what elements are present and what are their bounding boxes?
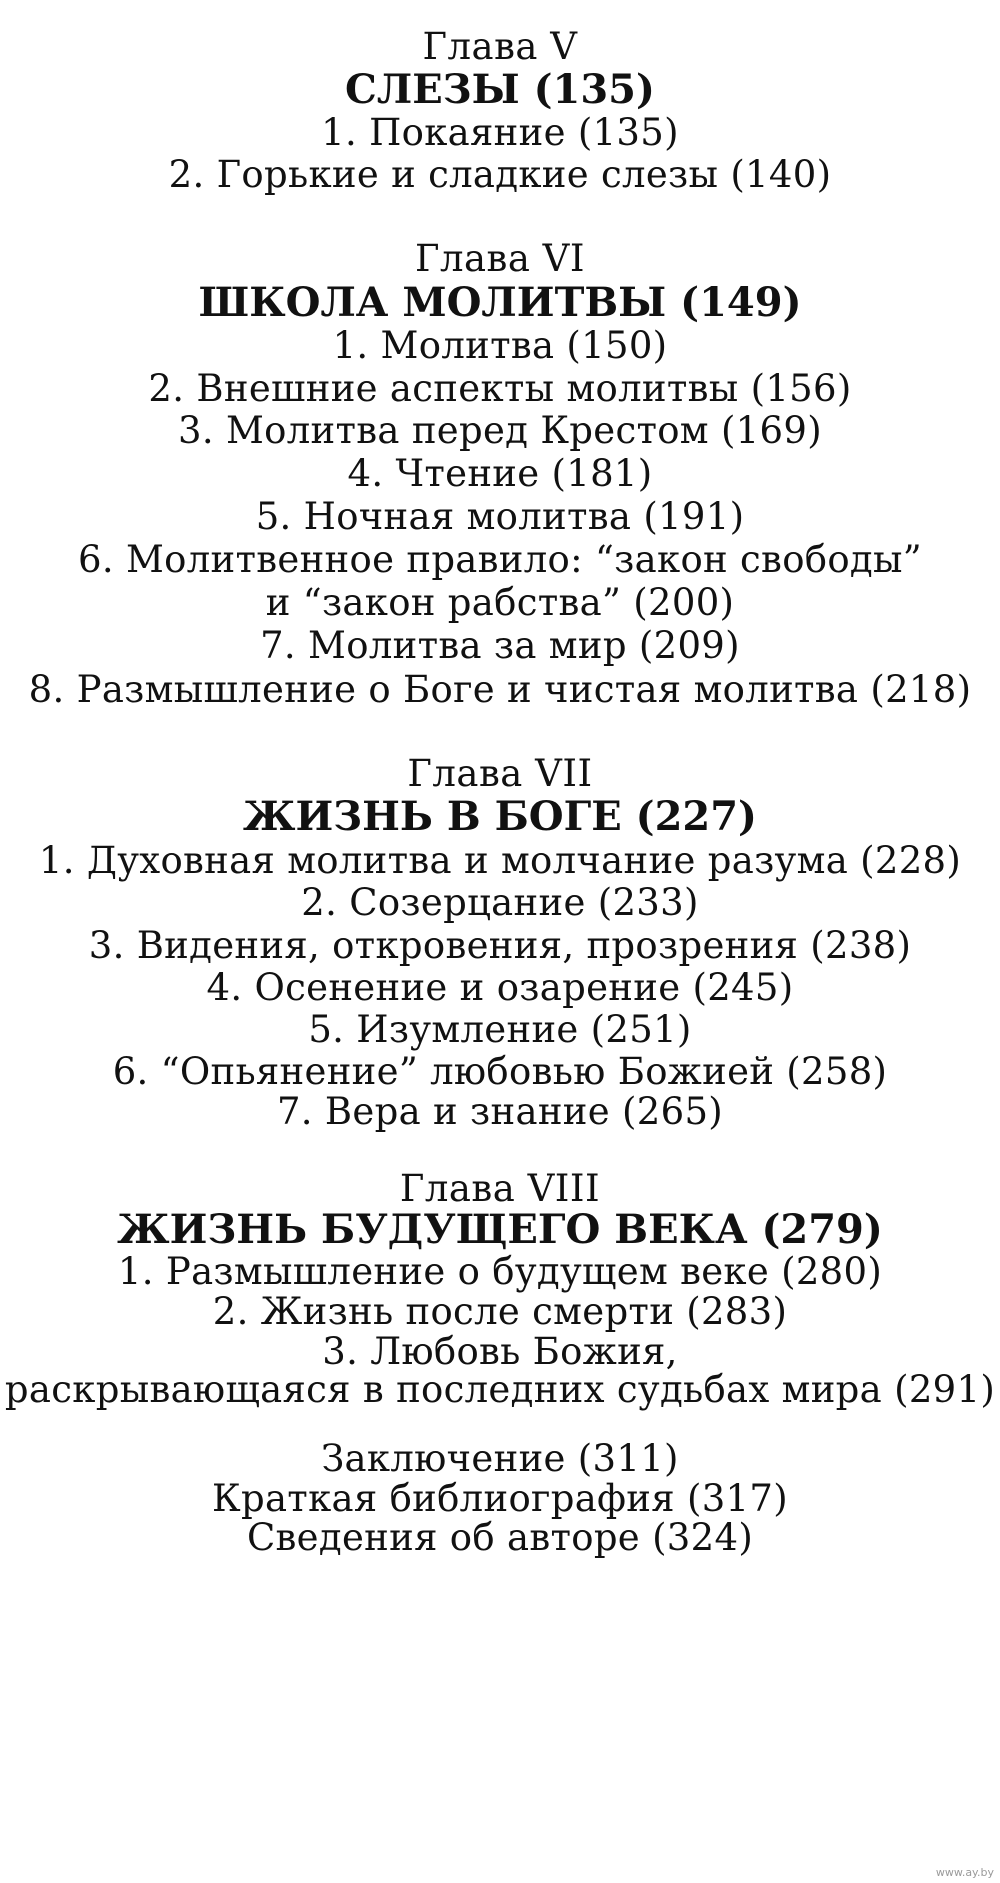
chapter-8-item-3: 3. Любовь Божия, [322, 1330, 678, 1373]
chapter-7-item-6: 6. “Опьянение” любовью Божией (258) [112, 1050, 888, 1093]
chapter-6-item-7: 7. Молитва за мир (209) [260, 624, 740, 667]
chapter-7-item-5: 5. Изумление (251) [308, 1008, 692, 1051]
chapter-8-item-2: 2. Жизнь после смерти (283) [212, 1290, 788, 1333]
chapter-5-label: Глава V [422, 25, 578, 68]
chapter-8-item-3-continued: раскрывающаяся в последних судьбах мира (291) [4, 1368, 996, 1411]
chapter-5-item-2: 2. Горькие и сладкие слезы (140) [168, 153, 832, 196]
chapter-8-item-1: 1. Размышление о будущем веке (280) [117, 1250, 883, 1293]
chapter-7-label: Глава VII [407, 752, 593, 795]
conclusion-entry: Заключение (311) [321, 1437, 679, 1480]
chapter-6-item-5: 5. Ночная молитва (191) [255, 495, 745, 538]
chapter-6-item-4: 4. Чтение (181) [347, 452, 653, 495]
watermark-text: www.ay.by [935, 1866, 994, 1879]
chapter-6-item-8: 8. Размышление о Боге и чистая молитва (218) [28, 668, 972, 711]
chapter-6-label: Глава VI [414, 237, 586, 280]
about-author-entry: Сведения об авторе (324) [246, 1516, 754, 1559]
chapter-7-item-2: 2. Созерцание (233) [301, 881, 699, 924]
chapter-6-item-6-continued: и “закон рабства” (200) [265, 581, 735, 624]
chapter-8-label: Глава VIII [399, 1167, 601, 1210]
chapter-7-item-4: 4. Осенение и озарение (245) [206, 966, 794, 1009]
chapter-6-item-3: 3. Молитва перед Крестом (169) [178, 409, 822, 452]
chapter-7-item-3: 3. Видения, откровения, прозрения (238) [88, 924, 912, 967]
chapter-6-item-2: 2. Внешние аспекты молитвы (156) [148, 367, 852, 410]
chapter-8-title: ЖИЗНЬ БУДУЩЕГО ВЕКА (279) [117, 1206, 883, 1253]
chapter-5-item-1: 1. Покаяние (135) [321, 111, 679, 154]
chapter-6-item-6: 6. Молитвенное правило: “закон свободы” [78, 538, 922, 581]
chapter-6-item-1: 1. Молитва (150) [332, 324, 668, 367]
chapter-5-title: СЛЕЗЫ (135) [345, 66, 655, 113]
chapter-7-title: ЖИЗНЬ В БОГЕ (227) [243, 793, 757, 840]
chapter-7-item-1: 1. Духовная молитва и молчание разума (228) [38, 839, 962, 882]
chapter-6-title: ШКОЛА МОЛИТВЫ (149) [198, 279, 802, 326]
chapter-7-item-7: 7. Вера и знание (265) [276, 1090, 724, 1133]
bibliography-entry: Краткая библиография (317) [212, 1477, 788, 1520]
